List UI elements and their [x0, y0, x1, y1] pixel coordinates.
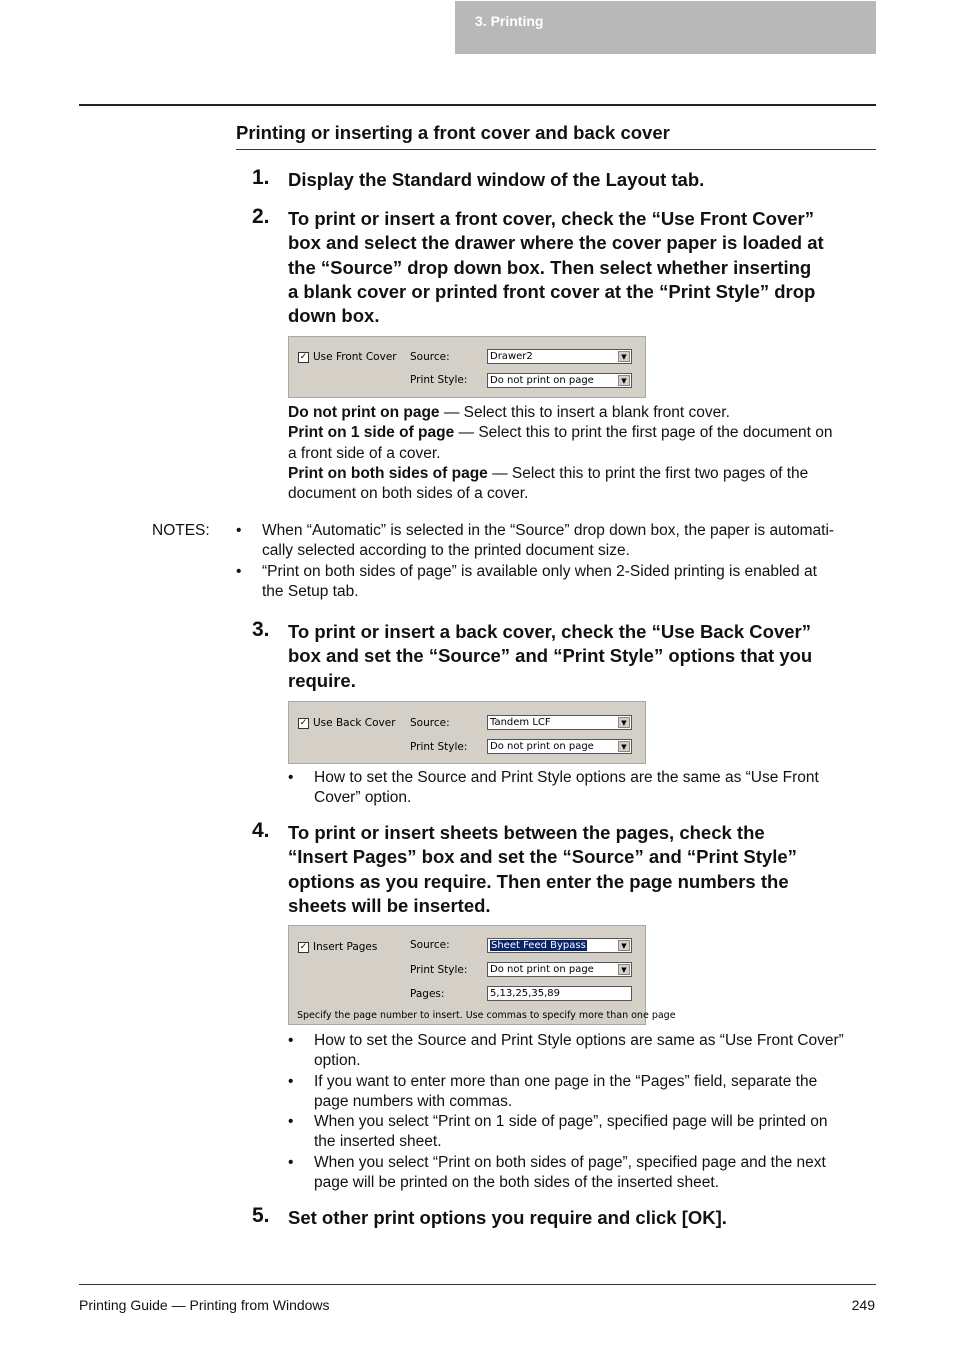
step-line: the “Source” drop down box. Then select whether inserting [288, 256, 812, 278]
bullet-line: How to set the Source and Print Style options are the same as “Use Front [314, 769, 819, 786]
insert-bullet-item [288, 1072, 879, 1113]
note-line: cally selected according to the printed document size. [262, 542, 630, 560]
print-style-value: Do not print on page [490, 964, 594, 975]
use-front-cover-label: Use Front Cover [313, 351, 397, 363]
dropdown-arrow-icon[interactable]: ▼ [618, 717, 630, 728]
chapter-tab [455, 1, 876, 54]
step-line: a blank cover or printed front cover at the “Print Style” drop [288, 280, 816, 302]
source-label: Source: [410, 717, 450, 729]
bullet-icon: • [288, 1032, 294, 1049]
print-style-label: Print Style: [410, 741, 468, 753]
step-line: To print or insert a back cover, check the “Use Back Cover” [288, 621, 811, 642]
step-text [288, 821, 797, 918]
insert-pages-panel [288, 925, 676, 1025]
print-style-label: Print Style: [410, 374, 468, 386]
dropdown-arrow-icon[interactable]: ▼ [618, 375, 630, 386]
dropdown-arrow-icon[interactable]: ▼ [618, 741, 630, 752]
bullet-line: Cover” option. [314, 789, 412, 807]
print-style-value: Do not print on page [490, 375, 594, 386]
step-line: require. [288, 669, 356, 691]
header-rule [79, 104, 876, 106]
step-number: 5. [252, 1204, 270, 1227]
print-style-dropdown[interactable] [487, 373, 632, 388]
note-line: the Setup tab. [262, 583, 359, 601]
step-number: 3. [252, 618, 270, 641]
note-item [236, 562, 877, 603]
page-number: 249 [851, 1297, 875, 1313]
dropdown-arrow-icon[interactable]: ▼ [618, 964, 630, 975]
insert-bullet-item [288, 1153, 879, 1194]
step-line: “Insert Pages” box and set the “Source” and “Print Style” [288, 846, 797, 868]
bullet-line: When you select “Print on 1 side of page”, specified page will be printed on [314, 1113, 828, 1130]
option-item [288, 423, 878, 443]
use-front-cover-checkbox[interactable]: ✓ [299, 352, 308, 362]
step-text [288, 1206, 727, 1230]
use-back-cover-label: Use Back Cover [313, 717, 396, 729]
note-line: “Print on both sides of page” is available only when 2-Sided printing is enabled at [262, 563, 817, 580]
option-term: Print on both sides of page [288, 464, 488, 482]
bullet-icon: • [288, 1113, 294, 1130]
insert-bullet-item [288, 1112, 879, 1153]
pages-value: 5,13,25,35,89 [490, 988, 560, 999]
footer-rule [79, 1284, 876, 1285]
step-line: Display the Standard window of the Layout tab. [288, 169, 705, 190]
source-value: Sheet Feed Bypass [491, 940, 586, 951]
bullet-icon: • [288, 1154, 294, 1171]
bullet-line: option. [314, 1052, 361, 1070]
notes-label: NOTES: [152, 522, 210, 539]
step-line: To print or insert a front cover, check the “Use Front Cover” [288, 208, 814, 229]
option-desc: — Select this to insert a blank front cover. [439, 404, 730, 421]
section-title: Printing or inserting a front cover and back cover [236, 122, 670, 143]
use-back-cover-checkbox[interactable]: ✓ [299, 718, 308, 728]
option-term: Print on 1 side of page [288, 424, 455, 442]
print-style-dropdown[interactable] [487, 962, 632, 977]
print-style-label: Print Style: [410, 964, 468, 976]
bullet-icon: • [288, 1073, 294, 1090]
bullet-icon: • [288, 769, 294, 786]
option-desc-cont: a front side of a cover. [288, 444, 441, 462]
chapter-label: 3. Printing [475, 13, 544, 29]
step-text [288, 207, 824, 328]
option-desc: — Select this to print the first page of the document on [454, 424, 833, 442]
source-label: Source: [410, 939, 450, 951]
step-line: To print or insert sheets between the pages, check the [288, 822, 765, 843]
bullet-icon: • [236, 522, 242, 539]
print-style-value: Do not print on page [490, 741, 594, 752]
front-cover-panel [288, 336, 646, 398]
note-item [236, 521, 877, 562]
step-number: 4. [252, 819, 270, 842]
option-item [288, 403, 878, 423]
step-line: box and set the “Source” and “Print Style” options that you [288, 645, 813, 667]
bullet-line: How to set the Source and Print Style options are same as “Use Front Cover” [314, 1032, 844, 1049]
insert-bullet-item [288, 1031, 879, 1072]
section-rule [236, 149, 876, 150]
option-desc: — Select this to print the first two pages of the [487, 464, 809, 482]
dropdown-arrow-icon[interactable]: ▼ [618, 940, 630, 951]
option-term: Do not print on page [288, 404, 440, 421]
option-desc-cont: document on both sides of a cover. [288, 485, 529, 503]
bullet-line: page numbers with commas. [314, 1093, 513, 1111]
step-number: 2. [252, 205, 270, 228]
bullet-line: page will be printed on the both sides of the inserted sheet. [314, 1174, 719, 1192]
source-dropdown[interactable] [487, 715, 632, 730]
source-label: Source: [410, 351, 450, 363]
bullet-line: If you want to enter more than one page in the “Pages” field, separate the [314, 1073, 818, 1090]
bullet-icon: • [236, 563, 242, 580]
back-cover-panel [288, 701, 646, 764]
source-dropdown[interactable] [487, 349, 632, 364]
print-style-dropdown[interactable] [487, 739, 632, 754]
bullet-line: the inserted sheet. [314, 1133, 442, 1151]
insert-pages-checkbox[interactable]: ✓ [299, 942, 308, 952]
step-line: options as you require. Then enter the page numbers the [288, 870, 789, 892]
pages-hint: Specify the page number to insert. Use commas to specify more than one page [297, 1010, 676, 1021]
footer-title: Printing Guide — Printing from Windows [79, 1297, 330, 1313]
step-line: sheets will be inserted. [288, 894, 491, 916]
back-bullet-item [288, 768, 879, 809]
dropdown-arrow-icon[interactable]: ▼ [618, 351, 630, 362]
source-value: Drawer2 [490, 351, 533, 362]
pages-label: Pages: [410, 988, 445, 1000]
step-number: 1. [252, 166, 270, 189]
source-dropdown[interactable] [487, 938, 632, 953]
step-line: Set other print options you require and click [OK]. [288, 1207, 727, 1228]
step-text [288, 620, 812, 693]
step-text [288, 168, 704, 192]
note-line: When “Automatic” is selected in the “Source” drop down box, the paper is automati- [262, 522, 835, 539]
bullet-line: When you select “Print on both sides of page”, specified page and the next [314, 1154, 826, 1171]
step-line: box and select the drawer where the cover paper is loaded at [288, 232, 824, 254]
step-line: down box. [288, 305, 380, 327]
pages-input[interactable] [487, 986, 632, 1001]
source-value: Tandem LCF [490, 717, 551, 728]
option-item [288, 464, 878, 484]
insert-pages-label: Insert Pages [313, 941, 378, 953]
options-list [288, 403, 878, 504]
